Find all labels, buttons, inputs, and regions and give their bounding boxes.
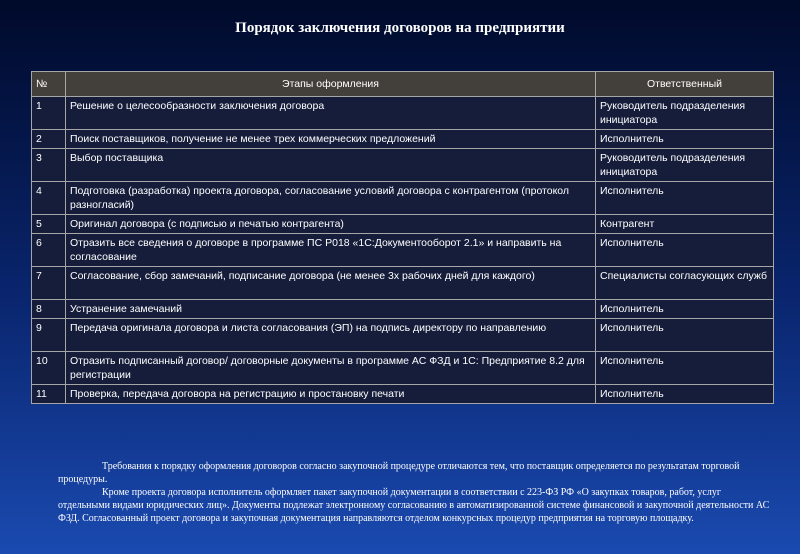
row-responsible: Исполнитель <box>596 319 774 352</box>
row-number: 7 <box>32 267 66 300</box>
header-stages: Этапы оформления <box>66 72 596 97</box>
row-stage: Согласование, сбор замечаний, подписание договора (не менее 3х рабочих дней для каждого) <box>66 267 596 300</box>
row-responsible: Исполнитель <box>596 300 774 319</box>
table-header-row <box>32 72 774 97</box>
row-stage: Проверка, передача договора на регистрацию и простановку печати <box>66 385 596 404</box>
table-row <box>32 300 774 319</box>
table-row <box>32 215 774 234</box>
footer-paragraph-documentation: Кроме проекта договора исполнитель оформляет пакет закупочной документации в соответствии с 223-ФЗ РФ «О закупках товаров, работ, услуг отдельными видами юридических лиц». Документы подлежат электронному согласованию в автоматизированной системе финансовой и закупочной деятельности АС ФЗД. Согласованный проект договора и закупочная документация направляются отделом конкурсных процедур предприятия на торговую площадку. <box>58 487 770 524</box>
table-row <box>32 149 774 182</box>
row-stage: Выбор поставщика <box>66 149 596 182</box>
row-responsible: Исполнитель <box>596 234 774 267</box>
row-stage: Устранение замечаний <box>66 300 596 319</box>
row-stage: Отразить подписанный договор/ договорные документы в программе АС ФЗД и 1С: Предприятие 8.2 для регистрации <box>66 352 596 385</box>
row-responsible: Специалисты согласующих служб <box>596 267 774 300</box>
table-row <box>32 182 774 215</box>
table-row <box>32 385 774 404</box>
header-number: № <box>32 72 66 97</box>
row-responsible: Исполнитель <box>596 352 774 385</box>
row-number: 5 <box>32 215 66 234</box>
row-stage: Поиск поставщиков, получение не менее трех коммерческих предложений <box>66 130 596 149</box>
table-row <box>32 234 774 267</box>
row-number: 9 <box>32 319 66 352</box>
row-number: 3 <box>32 149 66 182</box>
row-responsible: Руководитель подразделения инициатора <box>596 149 774 182</box>
row-number: 8 <box>32 300 66 319</box>
row-stage: Отразить все сведения о договоре в программе ПС Р018 «1С:Документооборот 2.1» и направить на согласование <box>66 234 596 267</box>
row-responsible: Исполнитель <box>596 182 774 215</box>
row-stage: Передача оригинала договора и листа согласования (ЭП) на подпись директору по направлению <box>66 319 596 352</box>
footer-paragraph-requirements: Требования к порядку оформления договоров согласно закупочной процедуре отличаются тем, что поставщик определяется по результатам торговой процедуры. <box>58 461 740 485</box>
row-stage: Решение о целесообразности заключения договора <box>66 97 596 130</box>
row-responsible: Руководитель подразделения инициатора <box>596 97 774 130</box>
row-number: 11 <box>32 385 66 404</box>
header-responsible: Ответственный <box>596 72 774 97</box>
row-responsible: Контрагент <box>596 215 774 234</box>
row-number: 1 <box>32 97 66 130</box>
contract-steps-table <box>31 71 774 404</box>
footer-notes <box>58 460 772 525</box>
table-row <box>32 267 774 300</box>
row-number: 10 <box>32 352 66 385</box>
row-responsible: Исполнитель <box>596 385 774 404</box>
table-row <box>32 352 774 385</box>
row-number: 6 <box>32 234 66 267</box>
table-row <box>32 130 774 149</box>
table-row <box>32 97 774 130</box>
page-title: Порядок заключения договоров на предприятии <box>235 20 565 36</box>
table-row <box>32 319 774 352</box>
row-number: 4 <box>32 182 66 215</box>
row-stage: Оригинал договора (с подписью и печатью контрагента) <box>66 215 596 234</box>
row-responsible: Исполнитель <box>596 130 774 149</box>
row-stage: Подготовка (разработка) проекта договора, согласование условий договора с контрагентом (протокол разногласий) <box>66 182 596 215</box>
row-number: 2 <box>32 130 66 149</box>
